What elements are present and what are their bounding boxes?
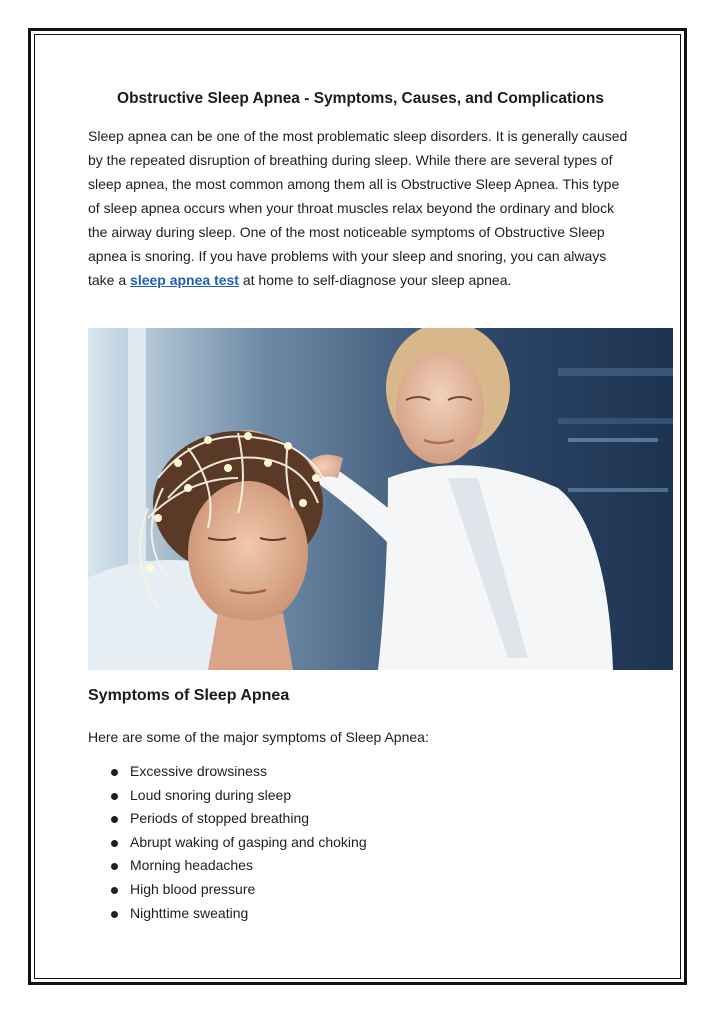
symptoms-heading: Symptoms of Sleep Apnea (88, 687, 290, 704)
intro-text-after: at home to self-diagnose your sleep apnea. (238, 272, 512, 288)
bullet-icon (111, 911, 118, 918)
list-item-label: Loud snoring during sleep (130, 786, 292, 803)
list-item (88, 784, 648, 808)
list-item (88, 760, 648, 784)
list-item (88, 831, 648, 855)
list-item-label: Abrupt waking of gasping and choking (130, 833, 367, 850)
intro-text: Sleep apnea can be one of the most problematic sleep disorders. It is generally caused by the repeated disruption of breathing during sleep. While there are several types of sleep apnea, the most common among them all is Obstructive Sleep Apnea. This type of sleep apnea occurs when your throat muscles relax beyond the ordinary and block the airway during sleep. One of the most noticeable symptoms of Obstructive Sleep apnea is snoring. If you have problems with your sleep and snoring, you can always take a (88, 128, 628, 288)
bullet-icon (111, 887, 118, 894)
list-item (88, 854, 648, 878)
list-item-label: Excessive drowsiness (130, 763, 267, 779)
list-item-label: Periods of stopped breathing (130, 810, 310, 827)
intro-paragraph (88, 124, 633, 292)
bullet-icon (111, 840, 118, 847)
bullet-icon (111, 863, 118, 870)
sleep-study-photo (88, 328, 673, 670)
symptoms-section (88, 683, 648, 925)
list-item-label: Morning headaches (130, 857, 253, 874)
list-item (88, 878, 648, 902)
list-item-label: High blood pressure (130, 880, 256, 897)
list-item-label: Nighttime sweating (130, 904, 249, 921)
page-title: Obstructive Sleep Apnea - Symptoms, Causes, and Complications (117, 90, 604, 107)
list-item (88, 807, 648, 831)
bullet-icon (111, 793, 118, 800)
list-item (88, 902, 648, 926)
bullet-icon (111, 769, 118, 776)
bullet-icon (111, 816, 118, 823)
sleep-apnea-test-link[interactable]: sleep apnea test (130, 272, 239, 288)
symptoms-lead: Here are some of the major symptoms of Sleep Apnea: (88, 729, 429, 745)
symptoms-list (88, 760, 648, 925)
article-header (88, 86, 633, 292)
